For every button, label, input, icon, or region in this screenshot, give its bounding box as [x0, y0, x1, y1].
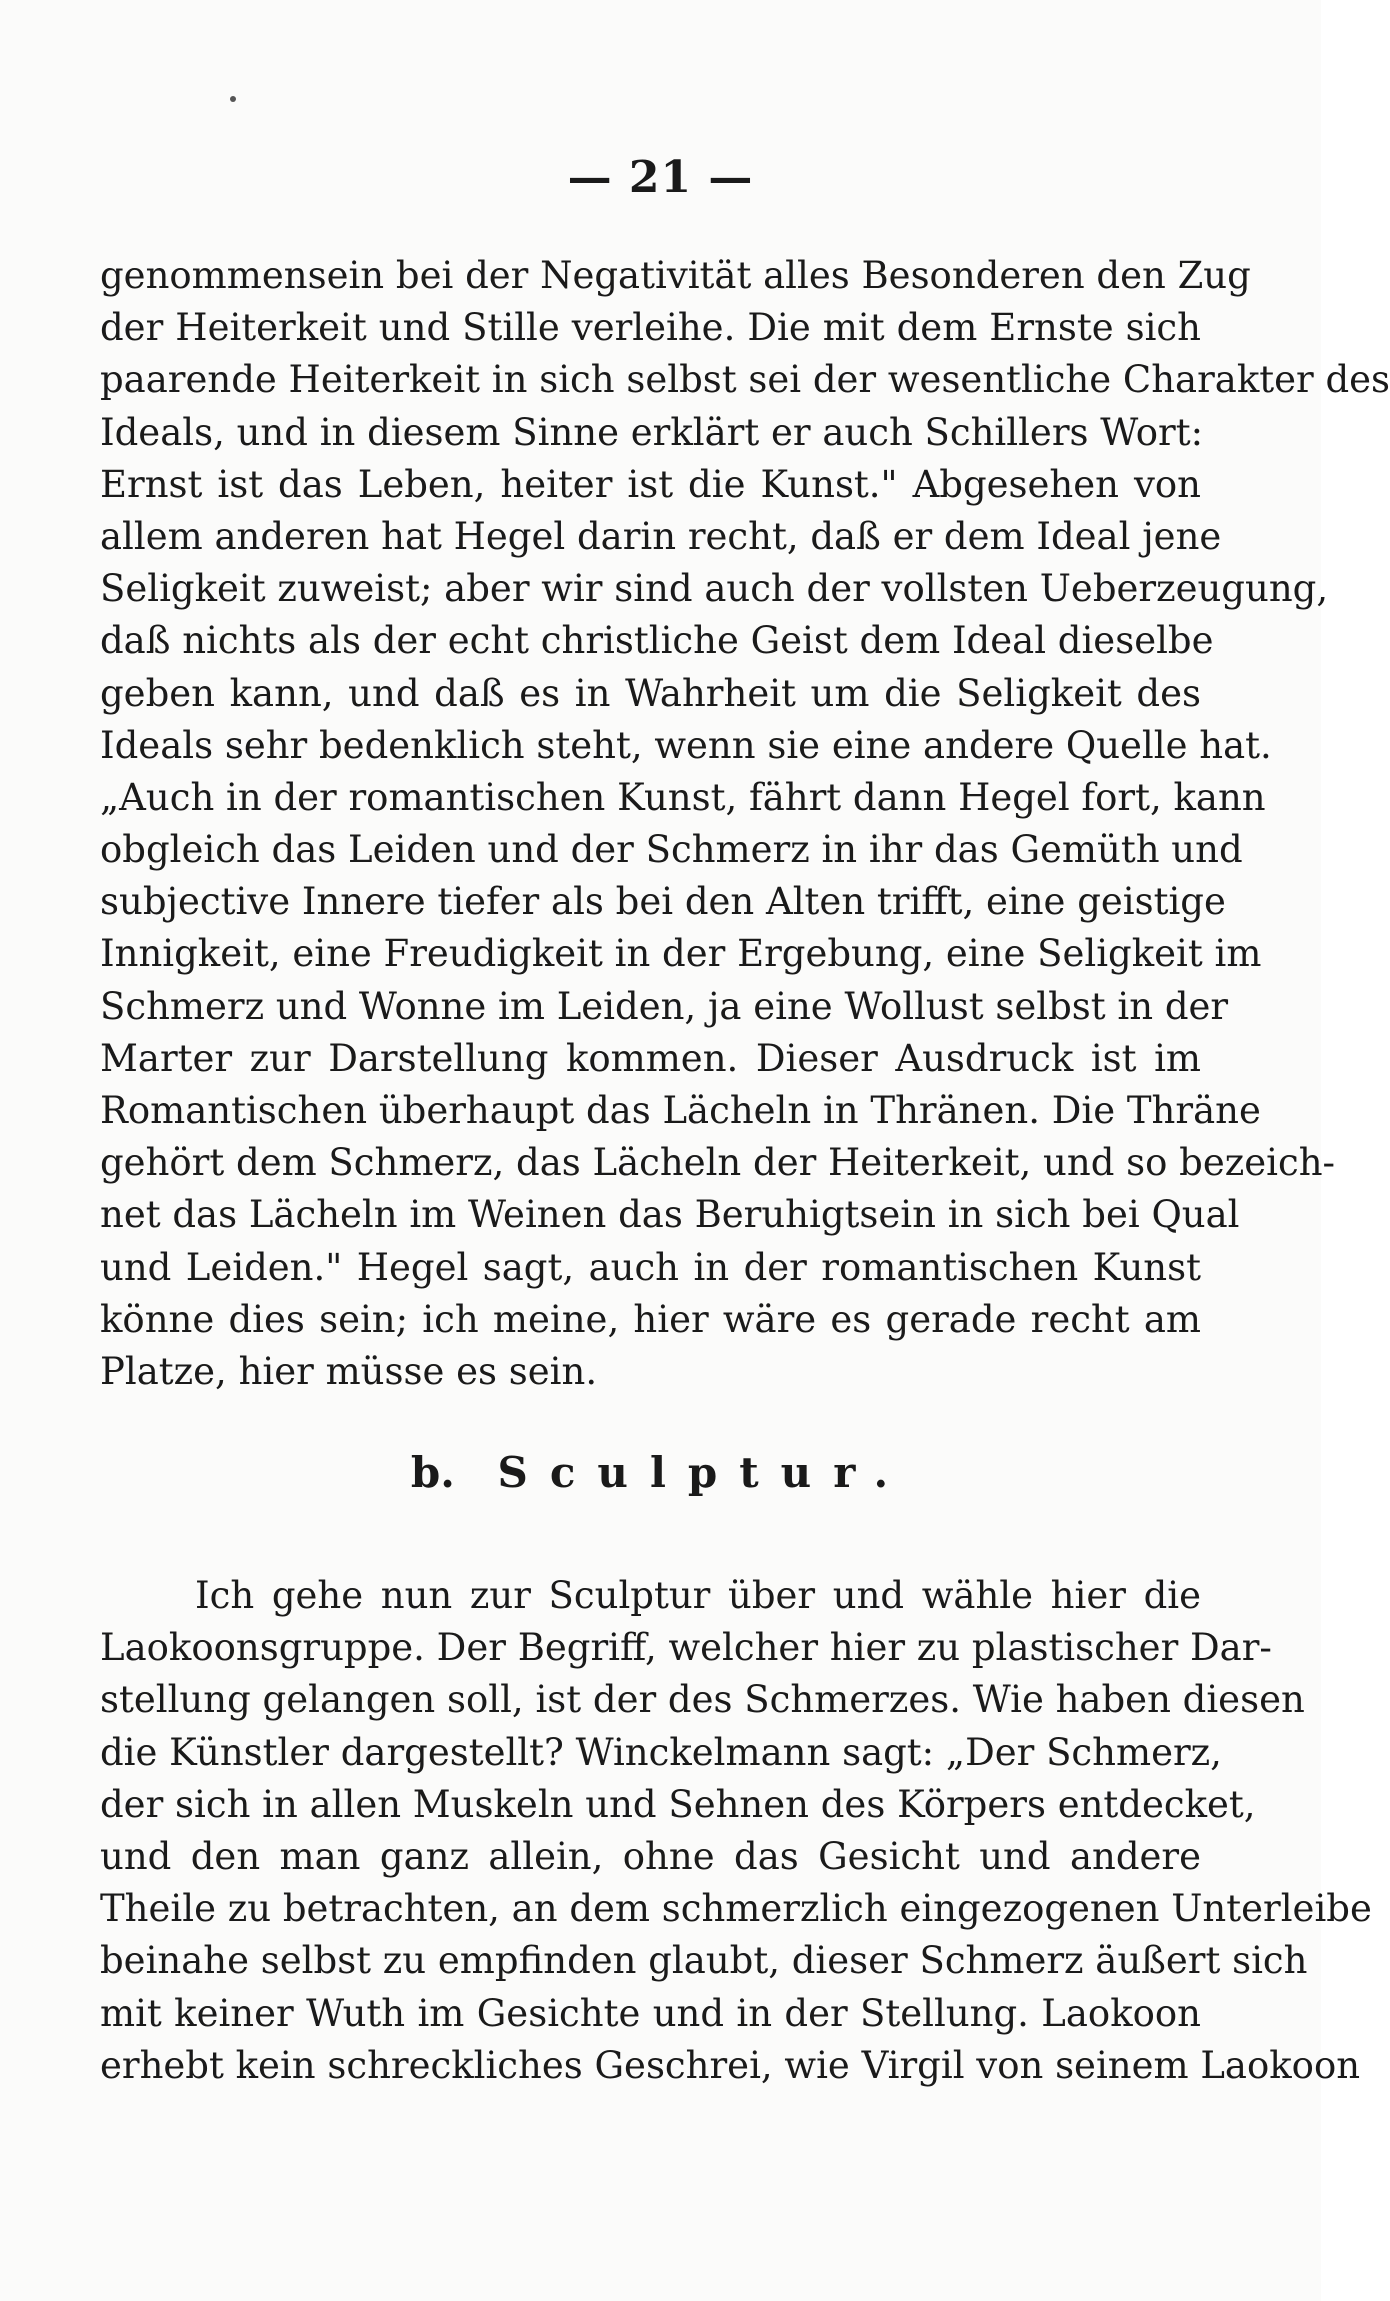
paragraph-hegel-quote	[100, 250, 1390, 1398]
text-line: „Auch in der romantischen Kunst, fährt dann Hegel fort, kann	[100, 775, 1266, 819]
text-line: Romantischen überhaupt das Lächeln in Thränen. Die Thräne	[100, 1089, 1261, 1132]
text-line: Innigkeit, eine Freudigkeit in der Ergebung, eine Seligkeit im	[100, 932, 1262, 976]
text-line: könne dies sein; ich meine, hier wäre es gerade recht am	[100, 1297, 1201, 1341]
text-line: Laokoonsgruppe. Der Begriff, welcher hier zu plastischer Dar-	[100, 1626, 1272, 1670]
text-line: geben kann, und daß es in Wahrheit um die Seligkeit des	[100, 671, 1201, 715]
text-line: der sich in allen Muskeln und Sehnen des Körpers entdecket,	[100, 1782, 1256, 1826]
text-line: und den man ganz allein, ohne das Gesicht und andere	[100, 1834, 1201, 1878]
text-line: Seligkeit zuweist; aber wir sind auch der vollsten Ueberzeugung,	[100, 567, 1329, 611]
text-line: Ich gehe nun zur Sculptur über und wähle hier die	[195, 1574, 1201, 1617]
text-line: beinahe selbst zu empfinden glaubt, dieser Schmerz äußert sich	[100, 1939, 1308, 1983]
text-line: und Leiden." Hegel sagt, auch in der romantischen Kunst	[100, 1245, 1201, 1289]
text-line: die Künstler dargestellt? Winckelmann sagt: „Der Schmerz,	[100, 1730, 1222, 1774]
section-label: b.	[410, 1448, 455, 1497]
text-line: gehört dem Schmerz, das Lächeln der Heiterkeit, und so bezeich-	[100, 1141, 1336, 1185]
text-line: Schmerz und Wonne im Leiden, ja eine Wollust selbst in der	[100, 984, 1229, 1028]
text-line: stellung gelangen soll, ist der des Schmerzes. Wie haben diesen	[100, 1678, 1305, 1722]
text-line: Theile zu betrachten, an dem schmerzlich eingezogenen Unterleibe	[100, 1887, 1372, 1931]
text-line: daß nichts als der echt christliche Geist dem Ideal dieselbe	[100, 619, 1214, 663]
text-line: genommensein bei der Negativität alles Besonderen den Zug	[100, 254, 1251, 297]
text-line: mit keiner Wuth im Gesichte und in der Stellung. Laokoon	[100, 1991, 1201, 2035]
text-line: allem anderen hat Hegel darin recht, daß er dem Ideal jene	[100, 514, 1222, 558]
text-line: Ernst ist das Leben, heiter ist die Kunst." Abgesehen von	[100, 462, 1201, 506]
text-line: der Heiterkeit und Stille verleihe. Die mit dem Ernste sich	[100, 306, 1201, 350]
text-line: Ideals sehr bedenklich steht, wenn sie eine andere Quelle hat.	[100, 723, 1272, 767]
section-heading	[0, 1448, 1321, 1497]
ink-speck	[230, 96, 236, 102]
text-line: Marter zur Darstellung kommen. Dieser Ausdruck ist im	[100, 1036, 1201, 1080]
page-number: — 21 —	[567, 152, 754, 203]
text-line: net das Lächeln im Weinen das Beruhigtsein in sich bei Qual	[100, 1193, 1240, 1237]
text-line: obgleich das Leiden und der Schmerz in ihr das Gemüth und	[100, 828, 1243, 872]
text-line: subjective Innere tiefer als bei den Alten trifft, eine geistige	[100, 880, 1226, 924]
section-title: Sculptur.	[497, 1448, 911, 1497]
text-line: Platze, hier müsse es sein.	[100, 1349, 598, 1393]
text-line: Ideals, und in diesem Sinne erklärt er auch Schillers Wort:	[100, 410, 1204, 454]
paragraph-sculpture	[100, 1570, 1372, 2092]
text-line: paarende Heiterkeit in sich selbst sei der wesentliche Charakter des	[100, 358, 1390, 402]
text-line: erhebt kein schreckliches Geschrei, wie Virgil von seinem Laokoon	[100, 2043, 1361, 2087]
